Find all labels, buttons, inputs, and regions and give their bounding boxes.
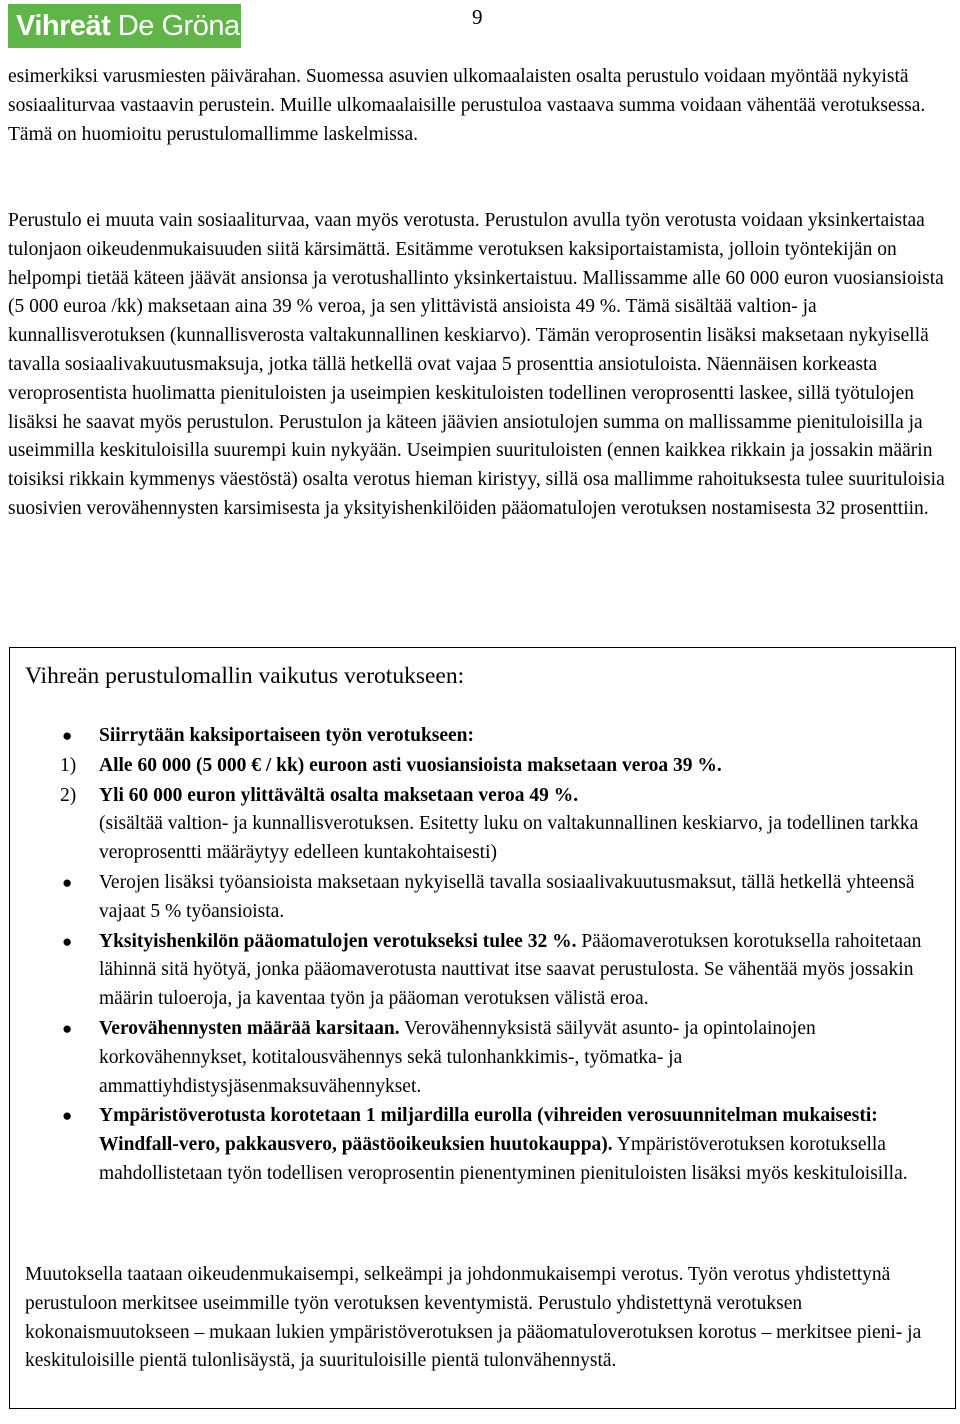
- item-bold-text: Alle 60 000 (5 000 € / kk) euroon asti vuosiansioista maksetaan veroa 39 %.: [99, 754, 722, 776]
- info-box: [9, 647, 956, 1409]
- bullet-icon: ●: [62, 931, 73, 951]
- bullet-icon: ●: [62, 726, 73, 745]
- bullet-icon: ●: [62, 872, 73, 892]
- list-number: 1): [60, 754, 77, 776]
- item-text: Verojen lisäksi työansioista maksetaan nykyisellä tavalla sosiaalivakuutusmaksut, tällä hetkellä yhteensä vajaat 5 % työansioista.: [99, 871, 915, 922]
- box-summary: Muutoksella taataan oikeudenmukaisempi, selkeämpi ja johdonmukaisempi verotus. Työn verotus yhdistettynä perustuloon merkitsee useimmille työn verotuksen keventymistä. Perustulo yhdistettynä verotuksen kokonaismuutokseen – mukaan lukien ympäristöverotuksen ja pääomatuloverotuksen korotus – merkitsee pieni- ja keskituloisille pientä tulonlisäystä, ja suurituloisille pientä tulonvähennystä.: [25, 1264, 922, 1372]
- bullet-icon: ●: [62, 1106, 73, 1126]
- paragraph-intro: esimerkiksi varusmiesten päivärahan. Suomessa asuvien ulkomaalaisten osalta perustulo voidaan myöntää nykyistä sosiaaliturvaa vastaavin perustein. Muille ulkomaalaisille perustuloa vastaava summa voidaan vähentää verotuksessa. Tämä on huomioitu perustulomallimme laskelmissa.: [8, 66, 926, 145]
- box-title: Vihreän perustulomallin vaikutus verotukseen:: [25, 663, 465, 689]
- list-item: [10, 722, 950, 751]
- item-text: Pääomaverotuksen korotuksella rahoitetaan lähinnä sitä hyötyä, jonka pääomaverotusta nauttivat itse saavat perustulosta. Se vähentää myös jossakin määrin tuloeroja, ja kaventaa työn ja pääoman verotuksen välistä eroa.: [99, 930, 922, 1010]
- list-item: [10, 869, 950, 927]
- list-item: [10, 1102, 950, 1188]
- item-bold-text: Yli 60 000 euron ylittävältä osalta maksetaan veroa 49 %.: [99, 784, 579, 806]
- bullet-icon: ●: [62, 1018, 73, 1038]
- item-text: Ympäristöverotuksen korotuksella mahdollistetaan työn todellisen veroprosentin pienentyminen pienituloisten lisäksi myös keskituloisilla.: [99, 1134, 908, 1184]
- list-item: [10, 1015, 950, 1101]
- list-item: [10, 752, 950, 781]
- item-bold-text: Yksityishenkilön pääomatulojen verotukseksi tulee 32 %.: [99, 930, 577, 952]
- box-list: [10, 722, 950, 1189]
- logo-text-light: De Gröna: [117, 10, 240, 42]
- item-bold-text: Siirrytään kaksiportaiseen työn verotukseen:: [99, 725, 475, 746]
- list-item: [10, 782, 950, 868]
- list-number: 2): [60, 784, 77, 806]
- item-text: (sisältää valtion- ja kunnallisverotuksen. Esitetty luku on valtakunnallinen keskiarvo, ja todellinen tarkka veroprosentti määräytyy edelleen kuntakohtaisesti): [99, 813, 919, 864]
- item-bold-text: Verovähennysten määrää karsitaan.: [99, 1017, 400, 1039]
- paragraph-taxation: Perustulo ei muuta vain sosiaaliturvaa, vaan myös verotusta. Perustulon avulla työn verotusta voidaan yksinkertaistaa tulonjaon oikeudenmukaisuuden siitä kärsimättä. Esitämme verotuksen kaksiportaistamista, jolloin työntekijän on helpompi tietää käteen jäävät ansionsa ja verotushallinto yksinkertaistuu. Mallissamme alle 60 000 euron vuosiansioista (5 000 euroa /kk) maksetaan aina 39 % veroa, ja sen ylittävistä ansioista 49 %. Tämä sisältää valtion- ja kunnallisverotuksen (kunnallisverosta valtakunnallinen keskiarvo). Tämän veroprosentin lisäksi maksetaan nykyisellä tavalla sosiaalivakuutusmaksuja, jotka tällä hetkellä ovat vajaa 5 prosenttia ansiotuloista. Näennäisen korkeasta veroprosentista huolimatta pienituloisten ja useimpien keskituloisten todellinen veroprosentti laskee, sillä työtulojen lisäksi he saavat myös perustulon. Perustulon ja käteen jäävien ansiotulojen summa on mallissamme pienituloisilla ja useimmilla keskituloisilla suurempi kuin nykyään. Useimpien suurituloisten (ennen kaikkea rikkain ja jossakin määrin toisiksi rikkain kymmenys väestöstä) osalta verotus hieman kiristyy, sillä osa mallimme rahoituksesta tulee suurituloisia suosivien verovähennysten karsimisesta ja yksityishenkilöiden pääomatulojen verotuksen nostamisesta 32 prosenttiin.: [8, 210, 945, 519]
- page-number: 9: [472, 5, 483, 29]
- logo-text-bold: Vihreät: [16, 10, 111, 42]
- vihreat-logo: [8, 4, 241, 48]
- item-text: Verovähennyksistä säilyvät asunto- ja opintolainojen korkovähennykset, kotitalousvähennys sekä tulonhankkimis-, työmatka- ja ammattiyhdistysjäsenmaksuvähennykset.: [99, 1017, 816, 1097]
- item-bold-text: Ympäristöverotusta korotetaan 1 miljardilla eurolla (vihreiden verosuunnitelman mukaisesti: Windfall-vero, pakkausvero, päästöoikeuksien huutokauppa).: [99, 1105, 878, 1156]
- list-item: [10, 928, 950, 1014]
